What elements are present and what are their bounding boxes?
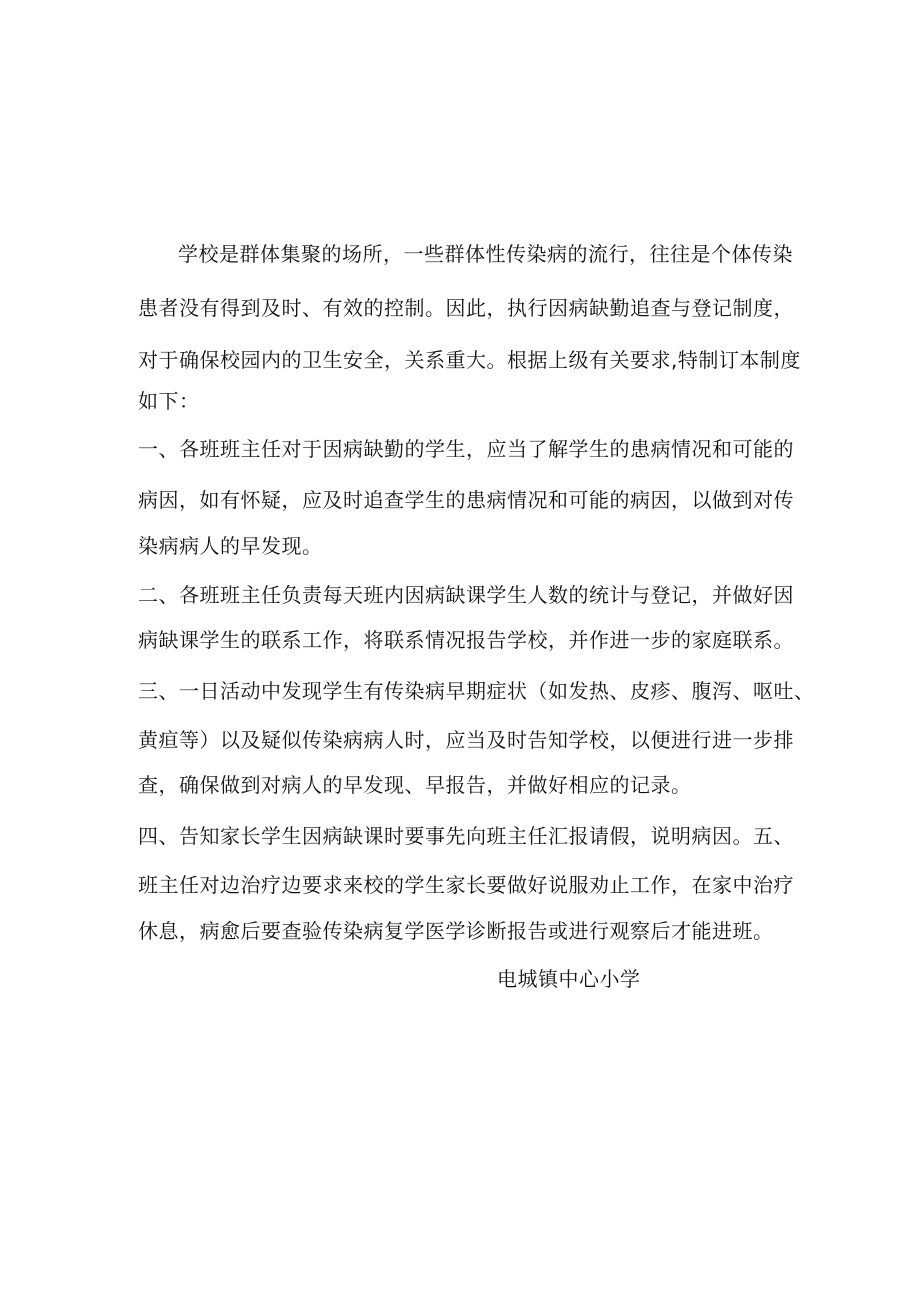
rule-1-line-3: 染病病人的早发现。	[138, 534, 323, 558]
rule-3-line-2: 黄疸等）以及疑似传染病病人时，应当及时告知学校，以便进行进一步排	[138, 728, 794, 752]
intro-line-4: 如下：	[138, 389, 200, 413]
rule-4-line-1: 四、告知家长学生因病缺课时要事先向班主任汇报请假，说明病因。五、	[138, 824, 794, 848]
rule-2-line-1: 二、各班班主任负责每天班内因病缺课学生人数的统计与登记，并做好因	[138, 583, 794, 607]
intro-line-3: 对于确保校园内的卫生安全，关系重大。根据上级有关要求,特制订本制度	[138, 348, 801, 372]
rule-1-line-1: 一、各班班主任对于因病缺勤的学生，应当了解学生的患病情况和可能的	[138, 437, 794, 461]
rule-2-line-2: 病缺课学生的联系工作，将联系情况报告学校，并作进一步的家庭联系。	[138, 628, 794, 652]
rule-3-line-3: 查，确保做到对病人的早发现、早报告，并做好相应的记录。	[138, 773, 692, 797]
rule-5-line-1: 班主任对边治疗边要求来校的学生家长要做好说服劝止工作，在家中治疗	[138, 873, 794, 897]
rule-3-line-1: 三、一日活动中发现学生有传染病早期症状（如发热、皮疹、腹泻、呕吐、	[138, 679, 815, 703]
signature: 电城镇中心小学	[497, 967, 641, 991]
rule-1-line-2: 病因，如有怀疑，应及时追查学生的患病情况和可能的病因，以做到对传	[138, 488, 794, 512]
intro-line-1: 学校是群体集聚的场所，一些群体性传染病的流行，往往是个体传染	[178, 242, 793, 266]
rule-5-line-2: 休息，病愈后要查验传染病复学医学诊断报告或进行观察后才能进班。	[138, 919, 774, 943]
intro-line-2: 患者没有得到及时、有效的控制。因此，执行因病缺勤追查与登记制度，	[138, 296, 794, 320]
